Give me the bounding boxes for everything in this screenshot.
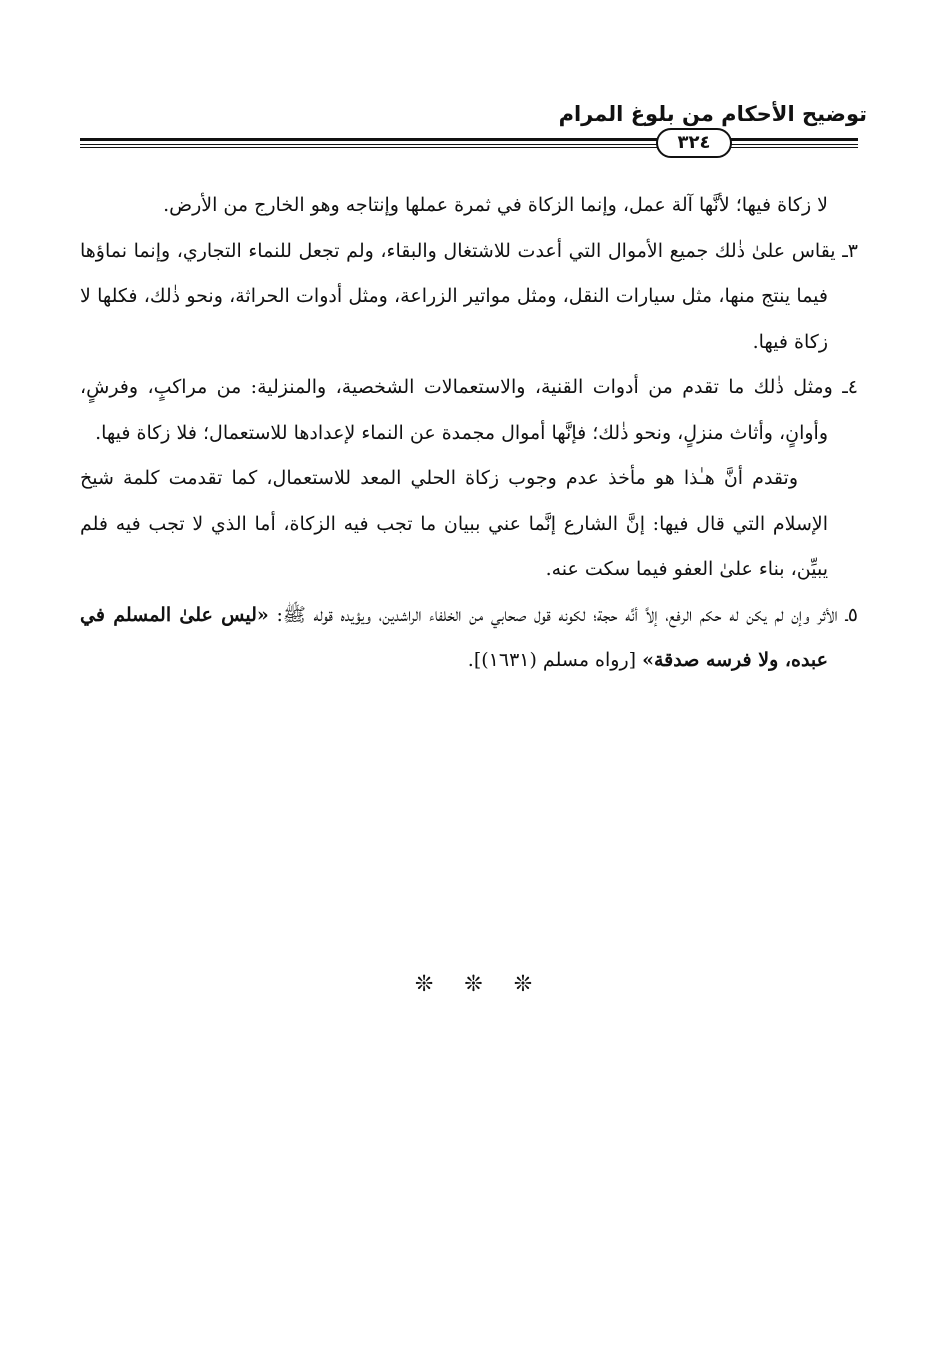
header-rule [80,128,858,158]
list-item-text: الأثر وإن لم يكن له حكم الرفع، إلاَّ أنَّه حجة؛ لكونه قول صحابي من الخلفاء الراشدين، ويؤيده قوله ﷺ: [268,603,838,626]
hadith-citation: [رواه مسلم (١٦٣١)]. [467,649,643,671]
page-body [80,183,858,684]
body-paragraph: وتقدم أنَّ هـٰذا هو مأخذ عدم وجوب زكاة الحلي المعد للاستعمال، كما تقدمت كلمة شيخ الإسلام التي قال فيها: إنَّ الشارع إنَّما عني ببيان ما تجب فيه الزكاة، أما الذي لا تجب فيه فلم يبيِّن، بناء علىٰ العفو فيما سكت عنه. [80,467,828,580]
continuation-paragraph: لا زكاة فيها؛ لأنَّها آلة عمل، وإنما الزكاة في ثمرة عملها وإنتاجه وهو الخارج من الأرض. [163,194,828,216]
header-rule-thick-line [80,138,858,141]
list-item-number: ٤ـ [842,376,858,398]
section-separator: ❊ ❊ ❊ [414,972,533,997]
book-title: توضيح الأحكام من بلوغ المرام [558,102,867,126]
list-item-3 [80,229,858,366]
list-item-text: ومثل ذٰلك ما تقدم من أدوات القنية، والاستعمالات الشخصية، والمنزلية: من مراكبٍ، وفرشٍ، وأوانٍ، وأثاث منزلٍ، ونحو ذٰلك؛ فإنَّها أموال مجمدة عن النماء لإعدادها للاستعمال؛ فلا زكاة فيها. [80,376,833,444]
header-rule-thin-line [80,144,858,145]
list-item-4 [80,365,858,456]
list-item-number: ٣ـ [842,239,858,262]
list-item-text: يقاس علىٰ ذٰلك جميع الأموال التي أعدت للاشتغال والبقاء، ولم تجعل للنماء التجاري، وإنما نماؤها فيما ينتج منها، مثل سيارات النقل، ومثل مواتير الزراعة، ومثل أدوات الحراثة، ونحو ذٰلك، فكلها لا زكاة فيها. [80,239,836,353]
header-rule-thin-line [80,147,858,148]
list-item-number: ٥ـ [845,603,858,626]
page-number: ٣٢٤ [656,128,732,158]
hadith-quote: «ليس علىٰ المسلم في عبده، ولا فرسه صدقة» [80,603,828,671]
list-item-5 [80,593,858,684]
